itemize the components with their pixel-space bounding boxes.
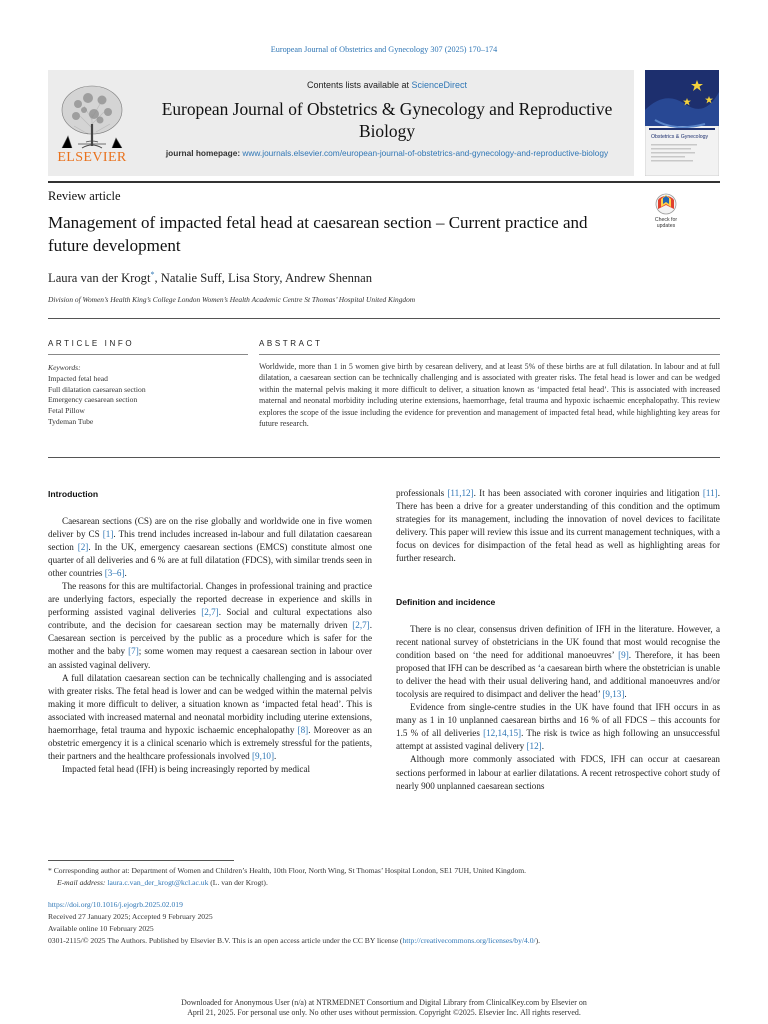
article-type: Review article bbox=[48, 189, 121, 203]
email-suffix: (L. van der Krogt). bbox=[208, 878, 268, 887]
author-separator: , bbox=[221, 271, 229, 286]
email-label: E-mail address: bbox=[57, 878, 108, 887]
article-title: Management of impacted fetal head at caesarean section – Current practice and future development bbox=[48, 213, 588, 255]
download-notice-line: Downloaded for Anonymous User (n/a) at NTRMEDNET Consortium and Digital Library from ClinicalKey.com by Elsevier on bbox=[181, 998, 587, 1007]
keyword-item: Full dilatation caesarean section bbox=[48, 384, 146, 394]
publication-info bbox=[48, 899, 540, 947]
available-online-date: Available online 10 February 2025 bbox=[48, 924, 154, 933]
author-affiliation: Division of Women’s Health King’s College London Women’s Health Academic Centre St Thomas’ Hospital United Kingdom bbox=[48, 295, 416, 304]
reference-link[interactable]: [7] bbox=[128, 646, 139, 657]
keyword-item: Fetal Pillow bbox=[48, 406, 85, 416]
reference-link[interactable]: [2,7] bbox=[352, 620, 370, 631]
corresponding-author-footnote bbox=[48, 865, 720, 889]
reference-link[interactable]: [12,14,15] bbox=[483, 728, 522, 739]
author-separator: , bbox=[279, 271, 285, 286]
reference-link[interactable]: [2,7] bbox=[201, 607, 219, 618]
author-name[interactable]: Lisa Story bbox=[228, 271, 280, 286]
keyword-item: Tydeman Tube bbox=[48, 416, 94, 426]
reference-link[interactable]: [9,13] bbox=[602, 689, 625, 700]
paragraph: A full dilatation caesarean section can be technically challenging and is associated with greater risks. The fetal head is lower and can be wedged within the maternal pelvis making it more difficult to deliver, a situation known as ‘impacted fetal head’. This is associated with increased maternal and neonatal morbidity including uterine extensions, haemorrhage, fetal trauma and hypoxic ischaemic encephalopathy [8]. Moreover as an obstetric emergency it is a clinical scenario which is extremely stressful for the patients, their partners and the healthcare professionals involved [9,10]. bbox=[48, 672, 372, 761]
paragraph: Caesarean sections (CS) are on the rise globally and worldwide one in five women deliver by CS [1]. This trend includes increased in-labour and full dilatation caesarean section [2]. In the UK, emergency caesarean sections (EMCS) constitute almost one quarter of all deliveries and 6 % are at full dilatation (FDCS), with similar trends seen in other countries [3–6]. bbox=[48, 516, 372, 579]
contents-prefix: Contents lists available at bbox=[306, 80, 412, 90]
keyword-item: Impacted fetal head bbox=[48, 373, 108, 383]
definition-body bbox=[396, 623, 720, 793]
paragraph: Although more commonly associated with FDCS, IFH can occur at caesarean sections performed in labour at earlier dilatations. A recent retrospective cohort study of nearly 900 unplanned caesarean sections bbox=[396, 754, 720, 791]
email-link[interactable]: laura.c.van_der_krogt@kcl.ac.uk bbox=[107, 878, 209, 887]
journal-homepage-link[interactable]: www.journals.elsevier.com/european-journal-of-obstetrics-and-gynecology-and-reproductive-biology bbox=[242, 148, 609, 158]
reference-link[interactable]: [9,10] bbox=[251, 750, 275, 761]
paragraph: Evidence from single-centre studies in the UK have found that IFH occurs in as many as 1 in 10 unplanned caesarean births and 16 % of all FDCS – this accounts for 1.5 % of all deliveries [12,14,15]. The risk is twice as high following an unsuccessful attempt at assisted vaginal delivery [12]. bbox=[396, 702, 721, 752]
reference-link[interactable]: [12] bbox=[526, 741, 542, 752]
corresponding-author-text: Corresponding author at: Department of Women and Children’s Health, 10th Floor, North Wing, St Thomas’ Hospital London, SE1 7UH, United Kingdom. bbox=[51, 866, 527, 875]
corresponding-author-mark[interactable]: * bbox=[150, 270, 155, 279]
homepage-label: journal homepage: bbox=[165, 148, 243, 158]
reference-link[interactable]: [1] bbox=[102, 529, 114, 540]
license-text: 0301-2115/© 2025 The Authors. Published by Elsevier B.V. This is an open access article under the CC BY license ( bbox=[48, 936, 403, 945]
author-name[interactable]: Natalie Suff bbox=[160, 271, 222, 286]
license-suffix: ). bbox=[535, 936, 541, 945]
contents-available-line bbox=[140, 80, 634, 90]
paragraph: The reasons for this are multifactorial. Changes in professional training and practice are underlying factors, especially the reported decrease in experience and skills in performing assisted vaginal deliveries [2,7]. Social and cultural expectations also contribute, and the decision for caesarean section may be maternally driven [2,7]. Caesarean section is perceived by the public as a procedure which is safer for the mother and the baby [7]; some women may request a caesarean section in labour over an assisted vaginal delivery. bbox=[48, 581, 372, 670]
author-list bbox=[48, 270, 372, 286]
introduction-heading: Introduction bbox=[48, 489, 99, 499]
license-link[interactable]: http://creativecommons.org/licenses/by/4.0/ bbox=[402, 936, 536, 945]
cover-journal-name: Obstetrics & Gynecology bbox=[651, 134, 709, 140]
reference-link[interactable]: [11] bbox=[702, 488, 718, 498]
affiliation-divider bbox=[48, 318, 720, 319]
doi-link[interactable]: https://doi.org/10.1016/j.ejogrb.2025.02.019 bbox=[48, 900, 183, 909]
check-for-updates-badge[interactable] bbox=[645, 192, 687, 232]
journal-citation-link[interactable]: European Journal of Obstetrics and Gynecology 307 (2025) 170–174 bbox=[270, 45, 498, 54]
header-divider bbox=[48, 181, 720, 183]
reference-link[interactable]: [2] bbox=[77, 542, 89, 553]
paragraph: There is no clear, consensus driven definition of IFH in the literature. However, a recent national survey of obstetricians in the UK found that most would recognise the condition based on ‘the need for additional manoeuvres’ [9]. Therefore, it has been proposed that IFH can be described as ‘a caesarean birth where the obstetrician is unable to deliver the head with their usual delivering hand, and additional manoeuvres and/or tocolysis are required to disimpact and deliver the head’ [9,13]. bbox=[396, 624, 720, 700]
article-info-divider bbox=[48, 354, 248, 355]
svg-text:Check for: Check for bbox=[654, 217, 678, 223]
reference-link[interactable]: [11,12] bbox=[447, 488, 474, 498]
author-separator: , bbox=[154, 271, 161, 286]
author-name[interactable]: Andrew Shennan bbox=[284, 271, 373, 286]
journal-homepage-line bbox=[140, 147, 634, 159]
keyword-item: Emergency caesarean section bbox=[48, 395, 138, 405]
received-accepted-dates: Received 27 January 2025; Accepted 9 February 2025 bbox=[48, 912, 213, 921]
keywords-list bbox=[48, 363, 146, 428]
reference-link[interactable]: [3–6] bbox=[104, 568, 125, 579]
journal-title: European Journal of Obstetrics & Gynecology and Reproductive Biology bbox=[161, 99, 613, 141]
abstract-divider bbox=[259, 354, 720, 355]
footnote-divider bbox=[48, 860, 234, 861]
reference-link[interactable]: [8] bbox=[297, 724, 309, 735]
article-info-heading: ARTICLE INFO bbox=[48, 339, 135, 348]
sciencedirect-link[interactable]: ScienceDirect bbox=[411, 80, 468, 90]
author-name[interactable]: Laura van der Krogt bbox=[48, 271, 151, 286]
introduction-body bbox=[48, 515, 372, 776]
abstract-bottom-divider bbox=[48, 457, 720, 458]
svg-text:updates: updates bbox=[656, 223, 676, 229]
introduction-continued bbox=[396, 487, 720, 565]
journal-cover-image[interactable] bbox=[645, 70, 719, 176]
elsevier-wordmark: ELSEVIER bbox=[57, 150, 127, 165]
paragraph: professionals [11,12]. It has been associated with coroner inquiries and litigation [11]. There has been a drive for a greater understanding of this condition and the optimum strategies for its management, including the innovation of novel devices to facilitate delivery. This paper will review this issue and its current management techniques, with a focus on devices for disimpaction of the fetal head as well as highlighting areas for further research. bbox=[396, 488, 721, 564]
paragraph: Impacted fetal head (IFH) is being increasingly reported by medical bbox=[62, 763, 311, 774]
download-notice bbox=[0, 998, 768, 1019]
abstract-text: Worldwide, more than 1 in 5 women give birth by cesarean delivery, and at least 5% of these births are at full dilatation. In labour and at full dilatation, a caesarean section can be technically challenging and is associated with greater risks. The fetal head is lower and can be wedged within the maternal pelvis making it more difficult to deliver, a situation known as ‘impacted fetal head’. This is associated with increased maternal and neonatal morbidity including uterine extensions, haemorrhage, fetal trauma and hypoxic ischaemic encephalopathy. This review explores the scope of the issue including the evidence for prevention and management of impacted fetal head, while highlighting key areas for future research. bbox=[259, 362, 720, 429]
footnote-mark: * bbox=[48, 866, 52, 875]
keywords-label: Keywords: bbox=[48, 363, 81, 372]
definition-heading: Definition and incidence bbox=[396, 597, 496, 607]
download-notice-line: April 21, 2025. For personal use only. No other uses without permission. Copyright ©2025. Elsevier Inc. All rights reserved. bbox=[187, 1008, 581, 1018]
abstract-heading: ABSTRACT bbox=[259, 339, 323, 348]
reference-link[interactable]: [9] bbox=[618, 650, 629, 661]
